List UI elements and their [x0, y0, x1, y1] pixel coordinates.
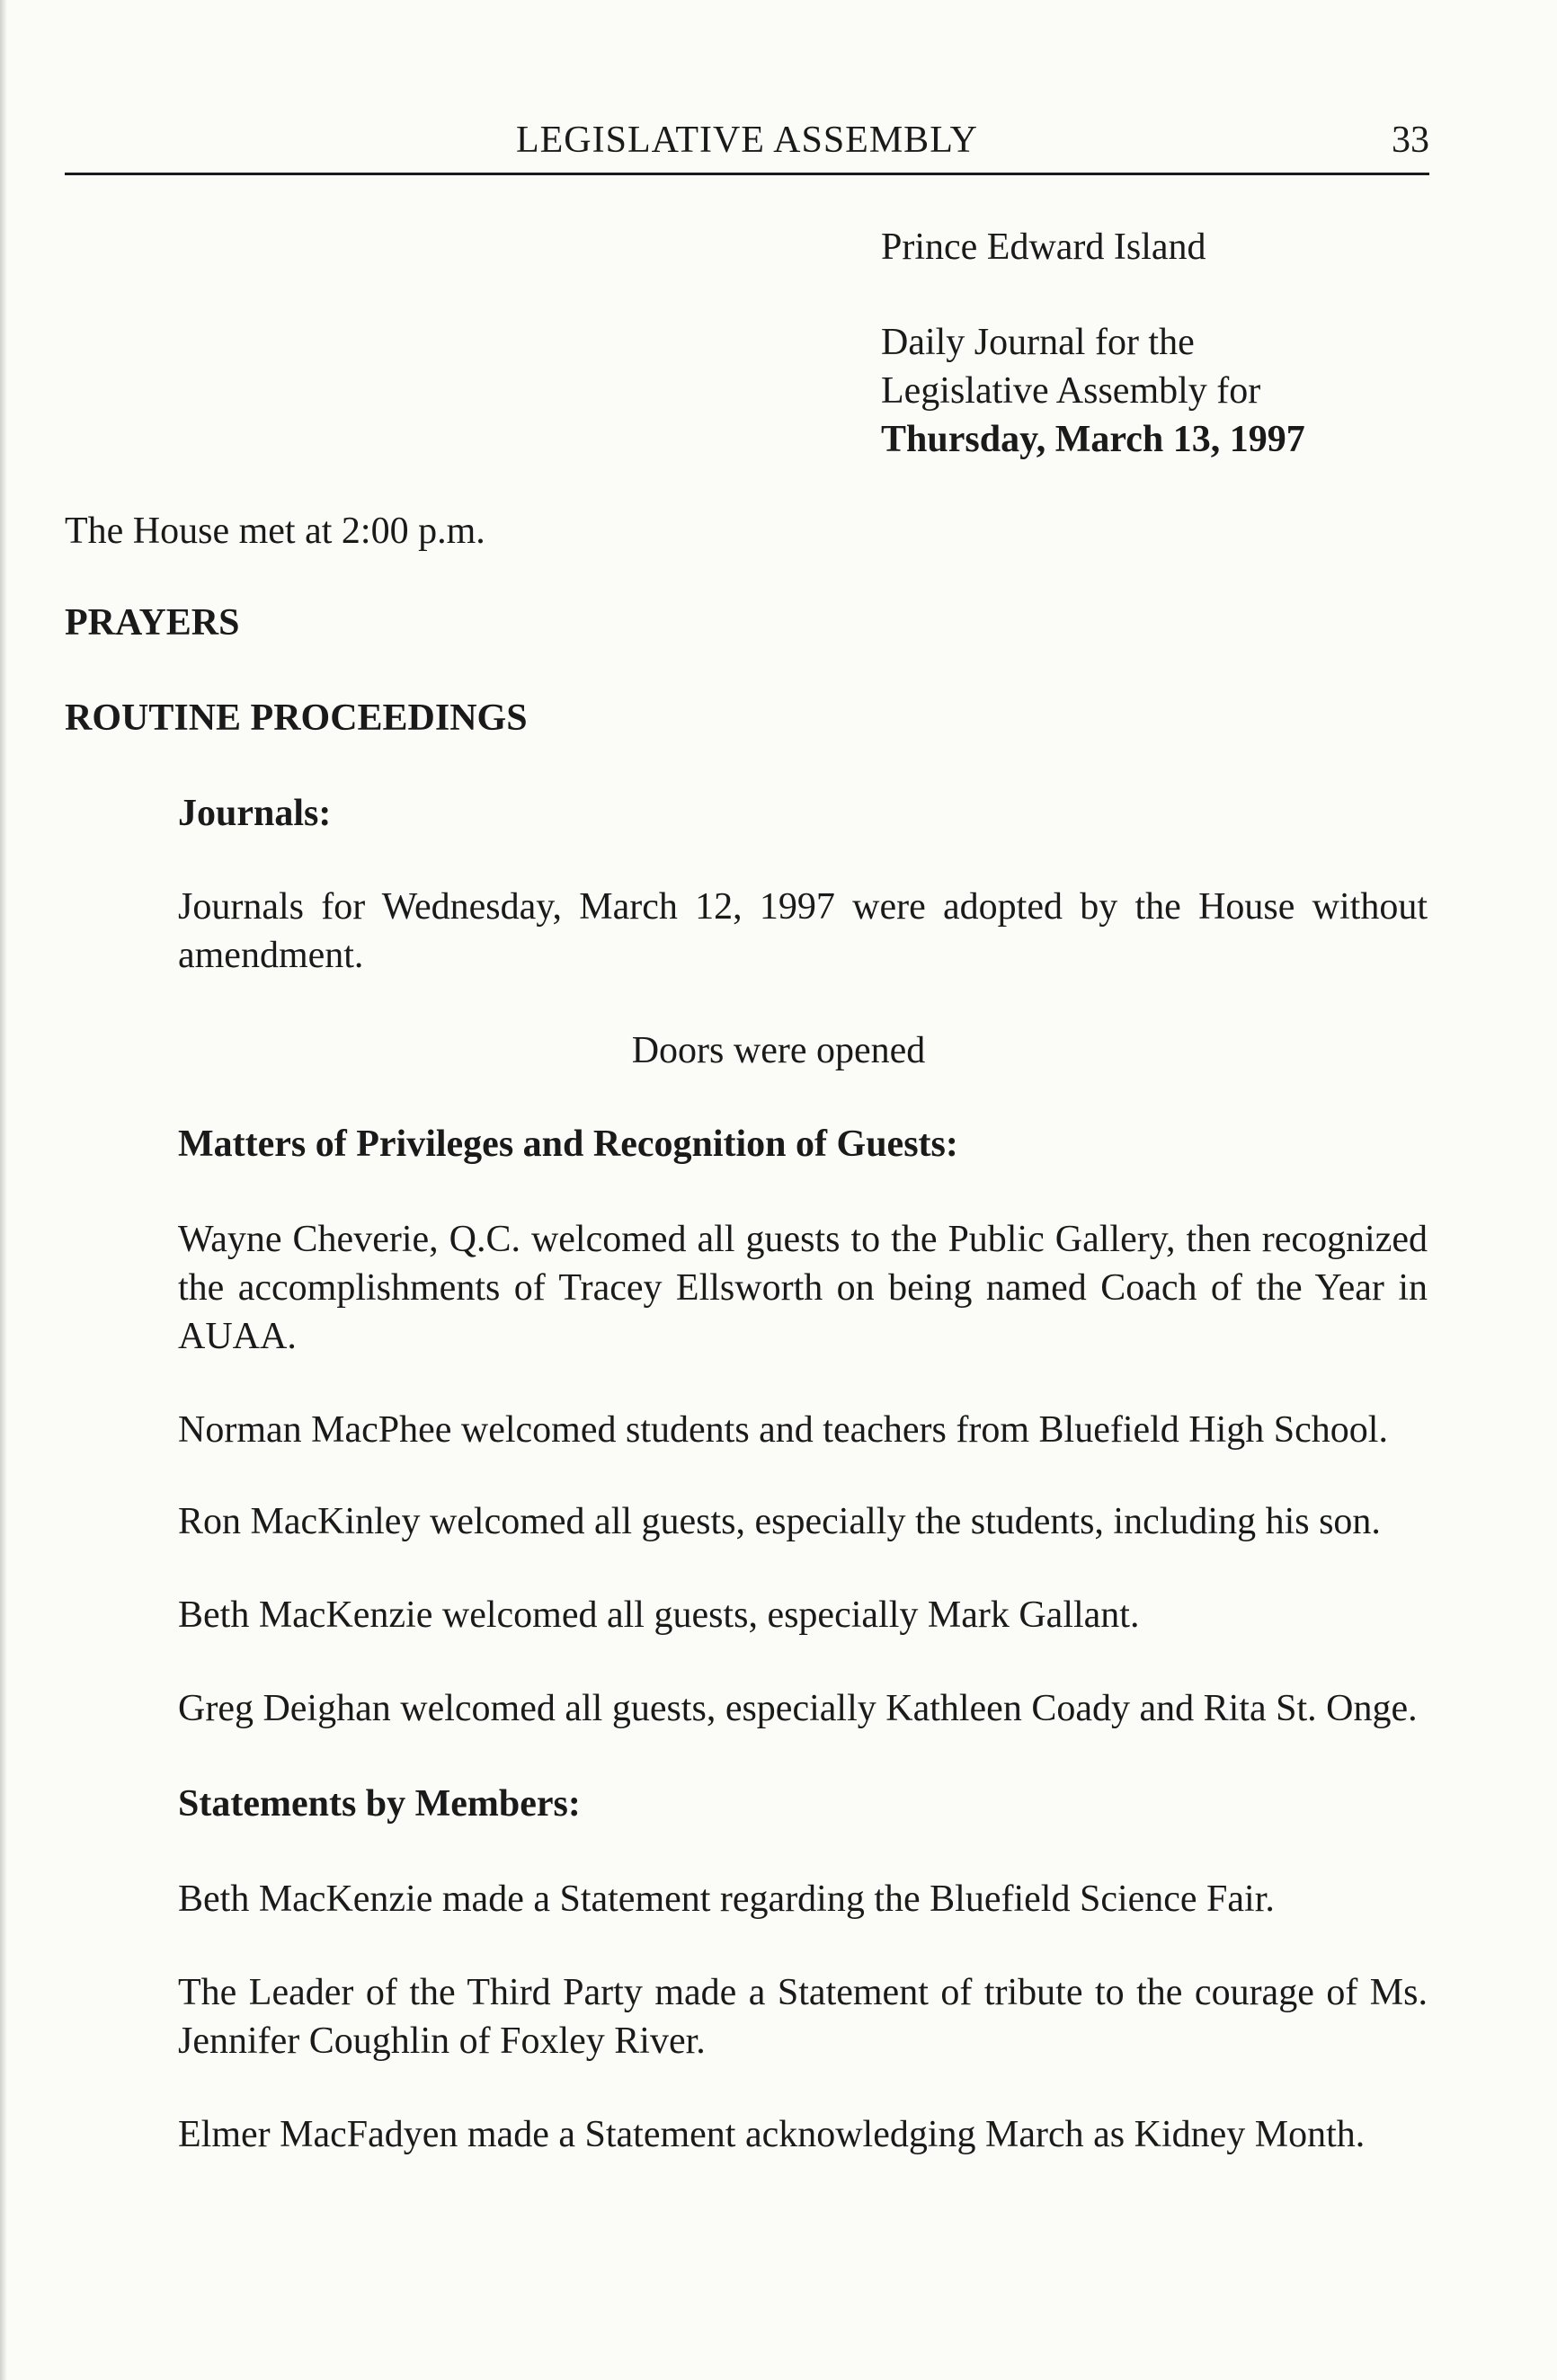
statement-item: Elmer MacFadyen made a Statement acknowledging March as Kidney Month.: [178, 2114, 1366, 2155]
privileges-heading: Matters of Privileges and Recognition of Guests:: [178, 1123, 958, 1165]
page-number: 33: [1392, 120, 1429, 161]
privileges-item: Beth MacKenzie welcomed all guests, especially Mark Gallant.: [178, 1594, 1140, 1636]
privileges-item: Wayne Cheverie, Q.C. welcomed all guests to the Public Gallery, then recognized the accomplishments of Tracey Ellsworth on being named Coach of the Year in AUAA.: [178, 1219, 1428, 1357]
journal-line-1: Daily Journal for the: [881, 322, 1195, 363]
province-name: Prince Edward Island: [881, 226, 1206, 268]
page-edge: [0, 0, 7, 2380]
opening-line: The House met at 2:00 p.m.: [65, 511, 485, 552]
page-header: [65, 115, 1429, 175]
journals-paragraph: Journals for Wednesday, March 12, 1997 were adopted by the House without amendment.: [178, 886, 1428, 976]
prayers-heading: PRAYERS: [65, 602, 240, 644]
journal-date: Thursday, March 13, 1997: [881, 419, 1305, 460]
statement-item: Beth MacKenzie made a Statement regarding the Bluefield Science Fair.: [178, 1878, 1275, 1920]
routine-proceedings-heading: ROUTINE PROCEEDINGS: [65, 697, 528, 739]
privileges-item: Ron MacKinley welcomed all guests, especially the students, including his son.: [178, 1501, 1381, 1542]
journal-line-2: Legislative Assembly for: [881, 370, 1261, 412]
statements-heading: Statements by Members:: [178, 1783, 581, 1825]
journals-heading: Journals:: [178, 793, 332, 834]
statement-item: The Leader of the Third Party made a Statement of tribute to the courage of Ms. Jennifer Coughlin of Foxley River.: [178, 1972, 1428, 2062]
privileges-item: Norman MacPhee welcomed students and teachers from Bluefield High School.: [178, 1409, 1388, 1451]
running-title: LEGISLATIVE ASSEMBLY: [516, 120, 978, 161]
doors-opened: Doors were opened: [631, 1030, 926, 1071]
privileges-item: Greg Deighan welcomed all guests, especially Kathleen Coady and Rita St. Onge.: [178, 1688, 1418, 1729]
